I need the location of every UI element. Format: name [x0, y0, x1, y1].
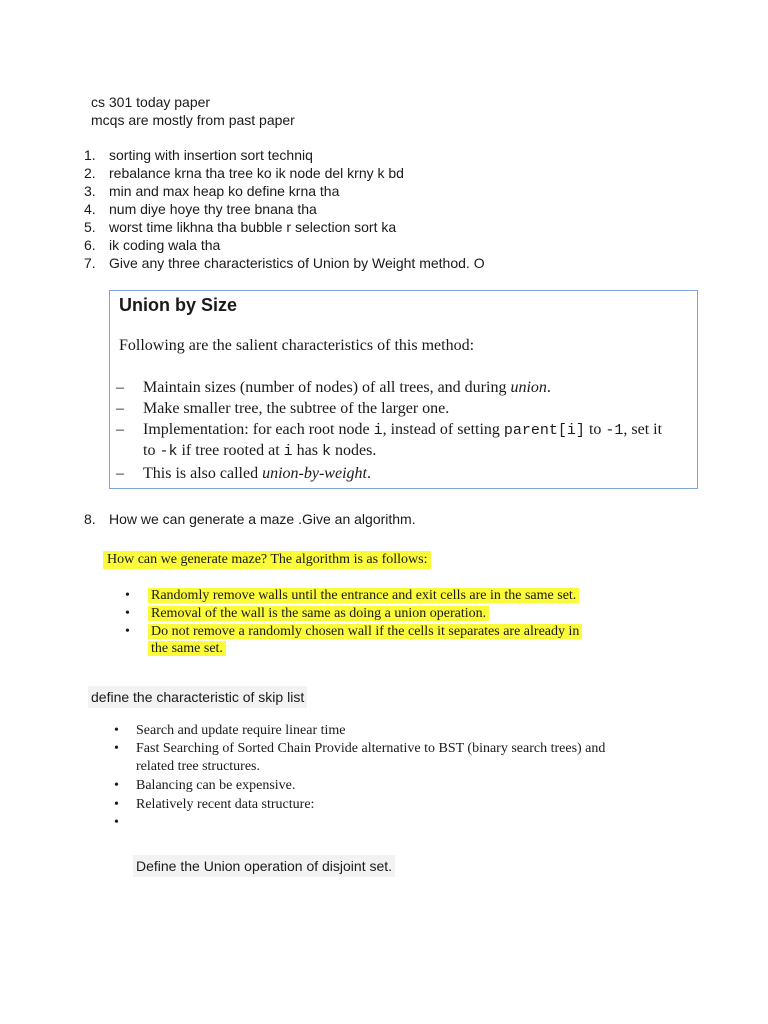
skip-list-item: • Relatively recent data structure: — [114, 797, 315, 812]
union-operation-question: Define the Union operation of disjoint set. — [133, 855, 395, 877]
maze-item-continuation: the same set. — [125, 640, 226, 657]
question-list — [84, 146, 485, 272]
list-item: 3. min and max heap ko define krna tha — [84, 183, 340, 199]
skip-list-item-continuation: related tree structures. — [136, 759, 260, 774]
excerpt-title: Union by Size — [119, 295, 238, 315]
excerpt-item: – This is also called union-by-weight. — [116, 465, 371, 482]
skip-list-heading: define the characteristic of skip list — [88, 686, 307, 708]
skip-list-item: • Balancing can be expensive. — [114, 778, 296, 793]
skip-list-item-empty: • — [114, 815, 119, 830]
question-8: 8. How we can generate a maze .Give an algorithm. — [84, 511, 416, 527]
excerpt-item: – Make smaller tree, the subtree of the larger one. — [116, 400, 450, 417]
excerpt-item-continuation: to -k if tree rooted at i has k nodes. — [143, 442, 377, 460]
maze-item: • Randomly remove walls until the entrance and exit cells are in the same set. — [125, 587, 579, 604]
list-item: 2. rebalance krna tha tree ko ik node del krny k bd — [84, 165, 404, 181]
union-by-size-excerpt — [109, 290, 698, 489]
excerpt-intro: Following are the salient characteristics of this method: — [119, 337, 475, 354]
header-line-1: cs 301 today paper — [91, 94, 211, 110]
skip-list-item: • Fast Searching of Sorted Chain Provide alternative to BST (binary search trees) and — [114, 741, 606, 756]
maze-intro: How can we generate maze? The algorithm is as follows: — [103, 551, 431, 569]
skip-list-item: • Search and update require linear time — [114, 723, 346, 738]
excerpt-item: – Maintain sizes (number of nodes) of all trees, and during union. — [116, 379, 551, 396]
list-item: 7. Give any three characteristics of Union by Weight method. O — [84, 255, 485, 271]
list-item: 4. num diye hoye thy tree bnana tha — [84, 201, 317, 217]
header-line-2: mcqs are mostly from past paper — [91, 112, 295, 128]
list-item: 5. worst time likhna tha bubble r selection sort ka — [84, 219, 397, 235]
maze-item: • Do not remove a randomly chosen wall if the cells it separates are already in — [125, 623, 582, 640]
maze-item: • Removal of the wall is the same as doing a union operation. — [125, 605, 489, 622]
excerpt-item: – Implementation: for each root node i, instead of setting parent[i] to -1, set it — [116, 421, 663, 439]
list-item: 1. sorting with insertion sort techniq — [84, 147, 313, 163]
list-item: 6. ik coding wala tha — [84, 237, 221, 253]
